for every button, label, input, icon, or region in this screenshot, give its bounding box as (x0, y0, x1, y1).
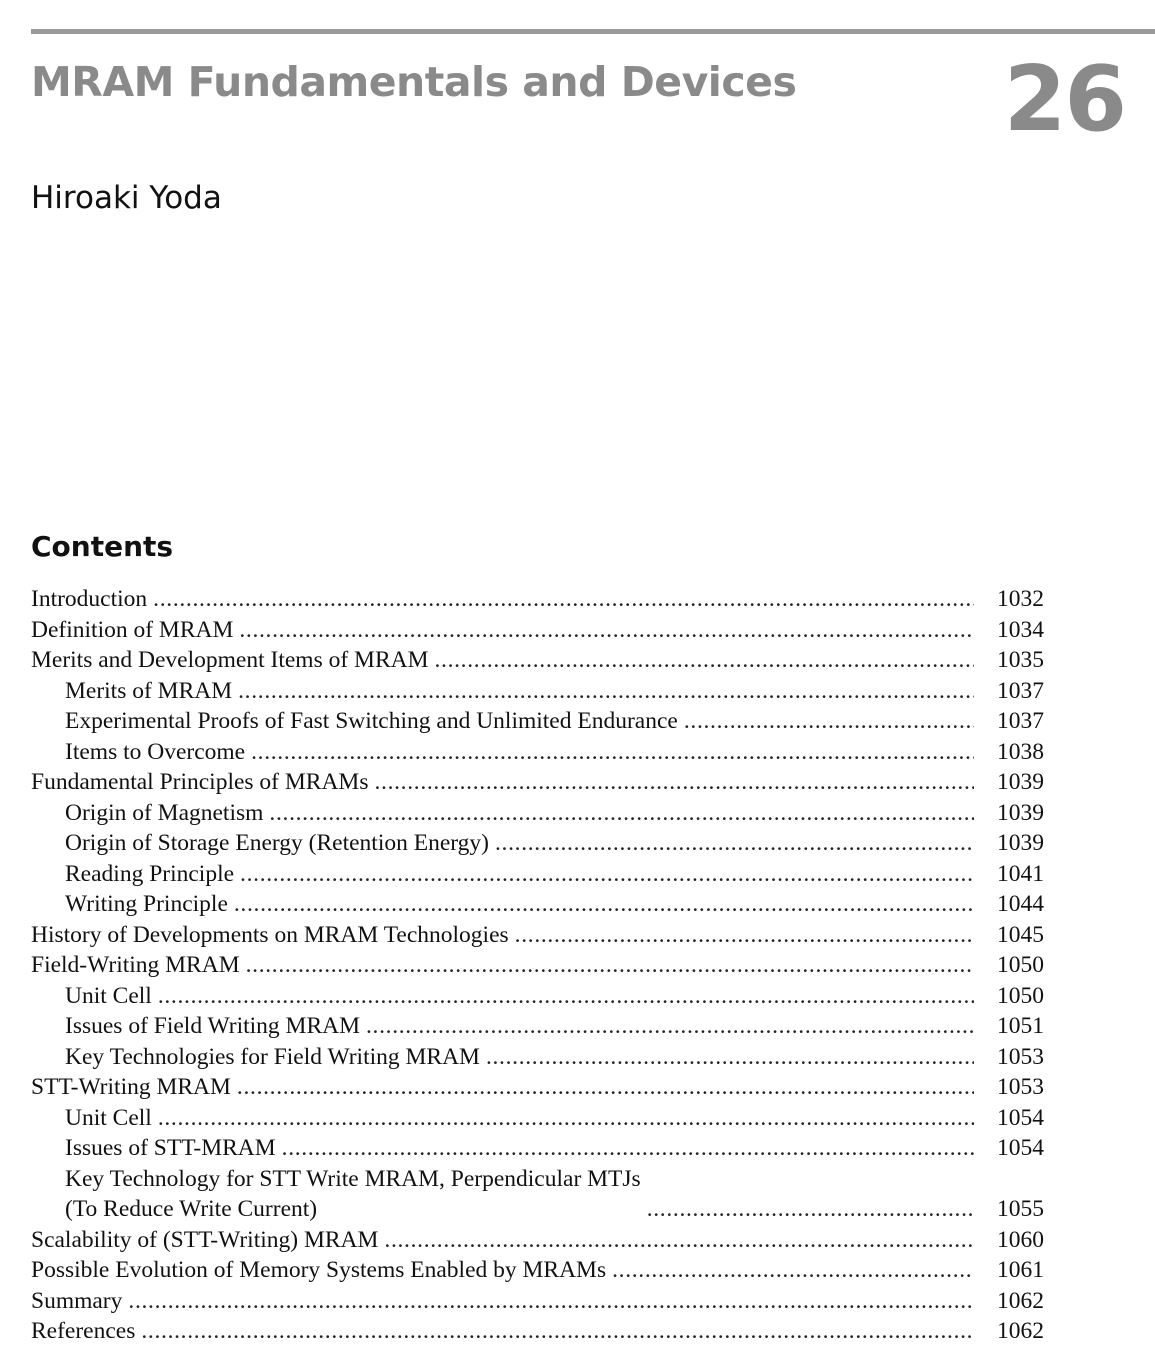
toc-entry-title: Issues of STT-MRAM (65, 1135, 276, 1161)
toc-leader-dots (240, 859, 974, 890)
toc-entry-title: Experimental Proofs of Fast Switching and Unlimited Endurance (65, 708, 678, 734)
toc-entry-fundamental-principles[interactable] (31, 767, 1044, 798)
chapter-title: MRAM Fundamentals and Devices (31, 58, 797, 106)
toc-entry-page: 1053 (997, 1043, 1044, 1070)
toc-entry-title: Merits of MRAM (65, 677, 233, 704)
chapter-number: 26 (1003, 47, 1125, 152)
toc-entry-page: 1032 (997, 586, 1044, 612)
toc-entry-page: 1055 (997, 1196, 1044, 1222)
toc-entry-unit-cell-field[interactable] (31, 981, 1044, 1012)
toc-entry-definition-of-mram[interactable] (31, 615, 1044, 646)
toc-entry-page: 1037 (997, 708, 1044, 734)
toc-entry-page: 1034 (997, 616, 1044, 643)
toc-leader-dots (246, 950, 974, 981)
toc-entry-page: 1039 (997, 830, 1044, 856)
toc-entry-key-technologies-field[interactable] (31, 1042, 1044, 1073)
toc-leader-dots (515, 920, 974, 951)
toc-entry-title: Introduction (31, 586, 148, 612)
toc-entry-possible-evolution[interactable] (31, 1255, 1044, 1286)
toc-entry-scalability[interactable] (31, 1225, 1044, 1256)
toc-entry-field-writing-mram[interactable] (31, 950, 1044, 981)
toc-entry-page: 1038 (997, 738, 1044, 765)
toc-entry-reading-principle[interactable] (31, 859, 1044, 890)
toc-entry-page: 1039 (997, 799, 1044, 826)
toc-entry-page: 1053 (997, 1074, 1044, 1100)
toc-entry-title: Unit Cell (65, 982, 152, 1009)
toc-leader-dots (238, 676, 974, 707)
toc-entry-title-line-1: Key Technology for STT Write MRAM, Perpendicular MTJs (65, 1165, 641, 1192)
toc-entry-summary[interactable] (31, 1286, 1044, 1317)
toc-entry-merits-of-mram[interactable] (31, 676, 1044, 707)
toc-entry-title (65, 1164, 647, 1225)
toc-entry-items-to-overcome[interactable] (31, 737, 1044, 768)
toc-entry-title: STT-Writing MRAM (31, 1074, 231, 1100)
toc-entry-origin-of-magnetism[interactable] (31, 798, 1044, 829)
toc-entry-title: Scalability of (STT-Writing) MRAM (31, 1226, 379, 1253)
toc-entry-page: 1035 (997, 647, 1044, 673)
toc-leader-dots (366, 1011, 974, 1042)
toc-entry-page: 1044 (997, 891, 1044, 917)
toc-leader-dots (647, 1194, 974, 1225)
toc-entry-page: 1045 (997, 921, 1044, 948)
toc-entry-title: Origin of Magnetism (65, 799, 264, 826)
toc-entry-title: Items to Overcome (65, 738, 246, 765)
toc-entry-title: Definition of MRAM (31, 616, 234, 643)
toc-leader-dots (486, 1042, 974, 1073)
toc-leader-dots (239, 615, 974, 646)
toc-entry-page: 1061 (997, 1257, 1044, 1283)
toc-leader-dots (495, 828, 974, 859)
toc-entry-page: 1062 (997, 1318, 1044, 1344)
toc-leader-dots (237, 1072, 974, 1103)
toc-entry-stt-writing-mram[interactable] (31, 1072, 1044, 1103)
toc-leader-dots (374, 767, 974, 798)
toc-entry-merits-and-development-items[interactable] (31, 645, 1044, 676)
toc-entry-history-of-developments[interactable] (31, 920, 1044, 951)
toc-entry-origin-of-storage-energy[interactable] (31, 828, 1044, 859)
toc-entry-title: Writing Principle (65, 891, 228, 917)
toc-entry-page: 1041 (997, 860, 1044, 887)
toc-entry-page: 1050 (997, 982, 1044, 1009)
toc-entry-page: 1039 (997, 769, 1044, 795)
toc-entry-title: Fundamental Principles of MRAMs (31, 769, 369, 795)
toc-entry-unit-cell-stt[interactable] (31, 1103, 1044, 1134)
toc-entry-title: Field-Writing MRAM (31, 952, 240, 978)
toc-entry-page: 1062 (997, 1287, 1044, 1314)
toc-entry-writing-principle[interactable] (31, 889, 1044, 920)
toc-leader-dots (384, 1225, 974, 1256)
table-of-contents (31, 584, 1044, 1347)
toc-entry-title: Summary (31, 1287, 123, 1314)
toc-entry-introduction[interactable] (31, 584, 1044, 615)
toc-entry-title: Merits and Development Items of MRAM (31, 647, 429, 673)
toc-entry-page: 1050 (997, 952, 1044, 978)
toc-entry-title-line-2: (To Reduce Write Current) (65, 1196, 318, 1222)
toc-leader-dots (128, 1286, 974, 1317)
toc-entry-page: 1054 (997, 1135, 1044, 1161)
toc-entry-experimental-proofs[interactable] (31, 706, 1044, 737)
author-name: Hiroaki Yoda (31, 180, 222, 216)
toc-leader-dots (158, 1103, 974, 1134)
toc-entry-title: History of Developments on MRAM Technologies (31, 921, 509, 948)
toc-leader-dots (282, 1133, 974, 1164)
toc-leader-dots (612, 1255, 974, 1286)
toc-leader-dots (153, 584, 974, 615)
toc-entry-issues-of-field-writing[interactable] (31, 1011, 1044, 1042)
toc-entry-page: 1054 (997, 1104, 1044, 1131)
toc-leader-dots (684, 706, 974, 737)
toc-entry-title: Issues of Field Writing MRAM (65, 1013, 360, 1039)
toc-entry-title: Origin of Storage Energy (Retention Energy) (65, 830, 489, 856)
toc-entry-issues-of-stt-mram[interactable] (31, 1133, 1044, 1164)
toc-entry-title: Reading Principle (65, 860, 235, 887)
toc-entry-title: Possible Evolution of Memory Systems Enabled by MRAMs (31, 1257, 607, 1283)
toc-entry-title: Key Technologies for Field Writing MRAM (65, 1043, 480, 1070)
toc-leader-dots (251, 737, 974, 768)
toc-entry-page: 1060 (997, 1226, 1044, 1253)
toc-leader-dots (434, 645, 974, 676)
contents-heading: Contents (31, 530, 174, 563)
toc-entry-page: 1037 (997, 677, 1044, 704)
toc-entry-title: References (31, 1318, 136, 1344)
toc-entry-title: Unit Cell (65, 1104, 152, 1131)
toc-leader-dots (269, 798, 974, 829)
toc-entry-key-technology-stt[interactable] (31, 1164, 1044, 1225)
toc-entry-references[interactable] (31, 1316, 1044, 1347)
toc-entry-page: 1051 (997, 1013, 1044, 1039)
toc-leader-dots (141, 1316, 974, 1347)
toc-leader-dots (158, 981, 974, 1012)
chapter-rule (31, 29, 1155, 34)
toc-leader-dots (234, 889, 974, 920)
